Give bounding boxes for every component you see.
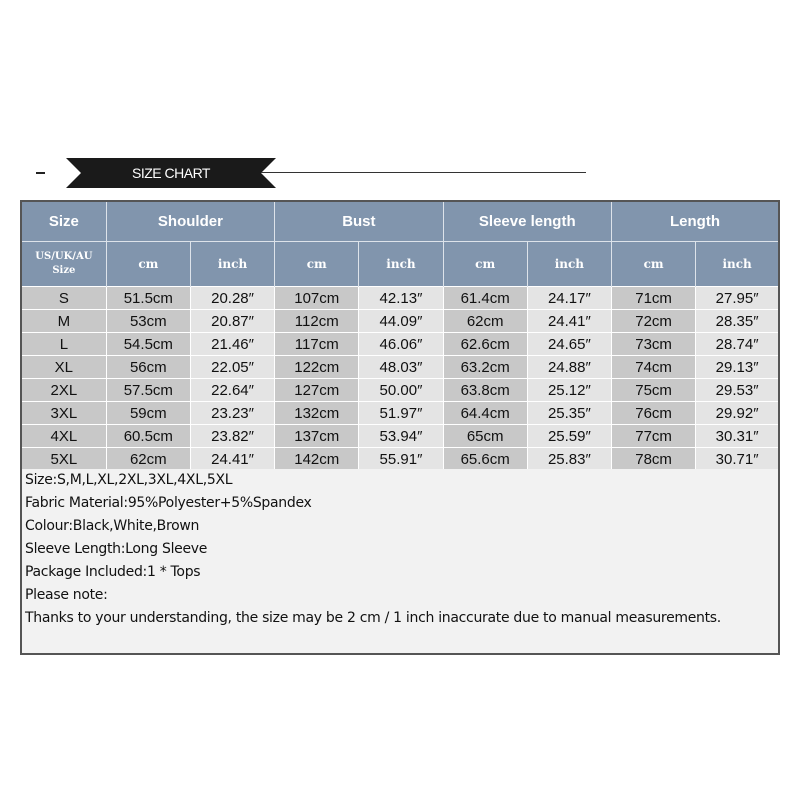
unit-cm: cm <box>275 242 359 287</box>
size-cell: 5XL <box>21 448 106 472</box>
table-row <box>21 402 779 425</box>
cm-cell: 60.5cm <box>106 425 190 448</box>
inch-cell: 24.41″ <box>527 310 611 333</box>
table-unit-header-row <box>21 242 779 287</box>
inch-cell: 22.05″ <box>190 356 274 379</box>
inch-cell: 53.94″ <box>359 425 443 448</box>
table-row <box>21 425 779 448</box>
cm-cell: 72cm <box>612 310 696 333</box>
cm-cell: 61.4cm <box>443 287 527 310</box>
cm-cell: 51.5cm <box>106 287 190 310</box>
cm-cell: 107cm <box>275 287 359 310</box>
inch-cell: 27.95″ <box>696 287 779 310</box>
inch-cell: 28.35″ <box>696 310 779 333</box>
inch-cell: 25.83″ <box>527 448 611 472</box>
inch-cell: 46.06″ <box>359 333 443 356</box>
header-size: Size <box>21 201 106 242</box>
header-length: Length <box>612 201 780 242</box>
cm-cell: 57.5cm <box>106 379 190 402</box>
info-line: Thanks to your understanding, the size may be 2 cm / 1 inch inaccurate due to manual measurements. <box>25 610 721 626</box>
inch-cell: 44.09″ <box>359 310 443 333</box>
unit-cm: cm <box>612 242 696 287</box>
inch-cell: 29.13″ <box>696 356 779 379</box>
banner-title: SIZE CHART <box>132 165 210 181</box>
size-cell: 3XL <box>21 402 106 425</box>
table-group-header-row <box>21 201 779 242</box>
table-row <box>21 448 779 472</box>
info-line: Please note: <box>25 587 108 603</box>
cm-cell: 62cm <box>443 310 527 333</box>
inch-cell: 23.82″ <box>190 425 274 448</box>
cm-cell: 62cm <box>106 448 190 472</box>
cm-cell: 142cm <box>275 448 359 472</box>
unit-inch: inch <box>359 242 443 287</box>
inch-cell: 30.31″ <box>696 425 779 448</box>
inch-cell: 30.71″ <box>696 448 779 472</box>
size-cell: L <box>21 333 106 356</box>
unit-inch: inch <box>696 242 779 287</box>
info-line: Colour:Black,White,Brown <box>25 518 200 534</box>
inch-cell: 50.00″ <box>359 379 443 402</box>
size-table-body <box>21 287 779 472</box>
inch-cell: 24.88″ <box>527 356 611 379</box>
cm-cell: 64.4cm <box>443 402 527 425</box>
cm-cell: 71cm <box>612 287 696 310</box>
info-line: Sleeve Length:Long Sleeve <box>25 541 208 557</box>
unit-cm: cm <box>106 242 190 287</box>
inch-cell: 23.23″ <box>190 402 274 425</box>
inch-cell: 24.41″ <box>190 448 274 472</box>
inch-cell: 24.17″ <box>527 287 611 310</box>
inch-cell: 42.13″ <box>359 287 443 310</box>
inch-cell: 25.12″ <box>527 379 611 402</box>
banner-line-right <box>261 172 586 173</box>
inch-cell: 55.91″ <box>359 448 443 472</box>
size-chart-banner <box>36 158 596 188</box>
inch-cell: 25.35″ <box>527 402 611 425</box>
size-table <box>20 200 780 472</box>
header-size-region <box>21 242 106 287</box>
inch-cell: 51.97″ <box>359 402 443 425</box>
cm-cell: 75cm <box>612 379 696 402</box>
unit-inch: inch <box>527 242 611 287</box>
inch-cell: 24.65″ <box>527 333 611 356</box>
inch-cell: 28.74″ <box>696 333 779 356</box>
table-row <box>21 379 779 402</box>
cm-cell: 59cm <box>106 402 190 425</box>
size-cell: XL <box>21 356 106 379</box>
inch-cell: 22.64″ <box>190 379 274 402</box>
inch-cell: 20.28″ <box>190 287 274 310</box>
cm-cell: 63.2cm <box>443 356 527 379</box>
table-row <box>21 287 779 310</box>
cm-cell: 62.6cm <box>443 333 527 356</box>
table-row <box>21 310 779 333</box>
cm-cell: 112cm <box>275 310 359 333</box>
size-cell: M <box>21 310 106 333</box>
cm-cell: 65cm <box>443 425 527 448</box>
banner-dash-left <box>36 172 45 174</box>
inch-cell: 21.46″ <box>190 333 274 356</box>
unit-cm: cm <box>443 242 527 287</box>
cm-cell: 76cm <box>612 402 696 425</box>
cm-cell: 127cm <box>275 379 359 402</box>
header-sleeve-length: Sleeve length <box>443 201 611 242</box>
inch-cell: 20.87″ <box>190 310 274 333</box>
info-line: Size:S,M,L,XL,2XL,3XL,4XL,5XL <box>25 472 233 488</box>
header-bust: Bust <box>275 201 443 242</box>
cm-cell: 132cm <box>275 402 359 425</box>
cm-cell: 117cm <box>275 333 359 356</box>
product-info-box <box>20 469 780 655</box>
size-cell: S <box>21 287 106 310</box>
size-region-sublabel: Size <box>52 265 76 276</box>
cm-cell: 65.6cm <box>443 448 527 472</box>
cm-cell: 63.8cm <box>443 379 527 402</box>
size-cell: 2XL <box>21 379 106 402</box>
inch-cell: 29.92″ <box>696 402 779 425</box>
inch-cell: 48.03″ <box>359 356 443 379</box>
size-region-label: US/UK/AU <box>35 251 93 262</box>
cm-cell: 54.5cm <box>106 333 190 356</box>
cm-cell: 53cm <box>106 310 190 333</box>
cm-cell: 137cm <box>275 425 359 448</box>
info-line: Package Included:1 * Tops <box>25 564 201 580</box>
cm-cell: 73cm <box>612 333 696 356</box>
cm-cell: 74cm <box>612 356 696 379</box>
cm-cell: 78cm <box>612 448 696 472</box>
cm-cell: 77cm <box>612 425 696 448</box>
table-row <box>21 356 779 379</box>
cm-cell: 56cm <box>106 356 190 379</box>
table-row <box>21 333 779 356</box>
inch-cell: 29.53″ <box>696 379 779 402</box>
banner-label-box <box>66 158 276 188</box>
cm-cell: 122cm <box>275 356 359 379</box>
inch-cell: 25.59″ <box>527 425 611 448</box>
header-shoulder: Shoulder <box>106 201 274 242</box>
info-line: Fabric Material:95%Polyester+5%Spandex <box>25 495 312 511</box>
unit-inch: inch <box>190 242 274 287</box>
size-cell: 4XL <box>21 425 106 448</box>
